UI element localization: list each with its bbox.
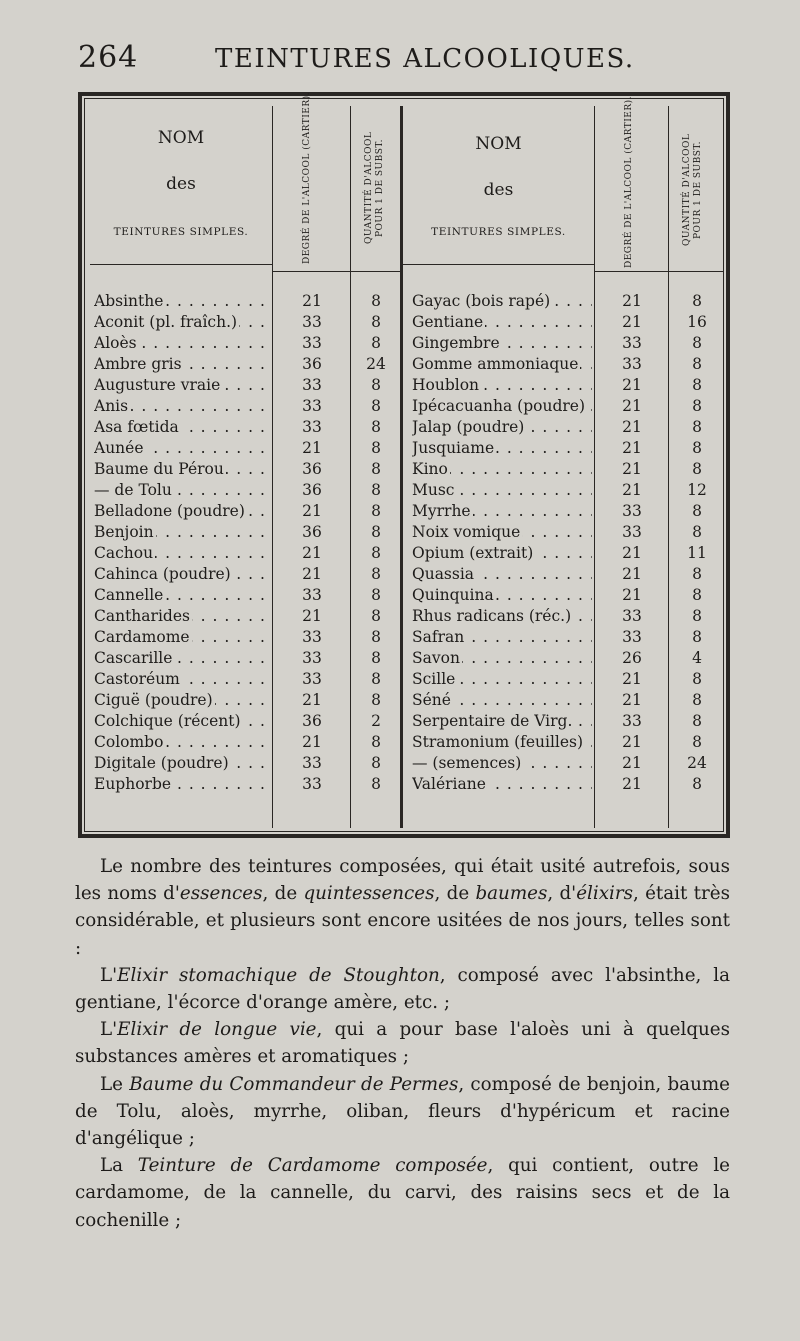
alcohol-degree: 36 [302, 481, 322, 499]
tincture-name: Colchique (récent) . . . [94, 712, 270, 730]
alcohol-degree: 36 [302, 523, 322, 541]
alcohol-quantity: 8 [692, 439, 702, 457]
tincture-name: Kino . . . [412, 460, 592, 478]
tincture-name: Safran . . . [412, 628, 592, 646]
alcohol-degree: 33 [302, 670, 322, 688]
right-header-sub: TEINTURES SIMPLES. [431, 226, 566, 238]
tincture-name: Colombo . . . [94, 733, 270, 751]
alcohol-quantity: 8 [371, 418, 381, 436]
alcohol-quantity: 8 [371, 502, 381, 520]
alcohol-degree: 21 [622, 733, 642, 751]
paragraph-2: L'Elixir stomachique de Stoughton, composé avec l'absinthe, la gentiane, l'écorce d'orange amère, etc. ; [75, 964, 730, 1014]
alcohol-quantity: 8 [371, 460, 381, 478]
alcohol-quantity: 8 [692, 565, 702, 583]
alcohol-degree: 21 [622, 313, 642, 331]
alcohol-quantity: 8 [692, 628, 702, 646]
alcohol-degree: 33 [302, 397, 322, 415]
tincture-name: Baume du Pérou . . . [94, 460, 270, 478]
tincture-name: Quinquina . . . [412, 586, 592, 604]
alcohol-quantity: 8 [692, 670, 702, 688]
tincture-name: Gingembre . . . [412, 334, 592, 352]
tincture-name: Scille . . . [412, 670, 592, 688]
paragraph-5: La Teinture de Cardamome composée, qui contient, outre le cardamome, de la cannelle, du carvi, des raisins secs et de la cochenille ; [75, 1155, 730, 1231]
tincture-name: Euphorbe . . . [94, 775, 270, 793]
tincture-name: Stramonium (feuilles) . . . [412, 733, 592, 751]
left-header-des: des [166, 174, 196, 194]
tincture-name: Belladone (poudre) . . . [94, 502, 270, 520]
alcohol-degree: 21 [302, 544, 322, 562]
alcohol-quantity: 8 [692, 376, 702, 394]
tincture-name: Ipécacuanha (poudre) . . . [412, 397, 592, 415]
alcohol-degree: 21 [302, 439, 322, 457]
tincture-name: Cannelle . . . [94, 586, 270, 604]
right-header-nom: NOM [475, 134, 522, 154]
alcohol-degree: 33 [302, 586, 322, 604]
alcohol-quantity: 8 [371, 607, 381, 625]
alcohol-quantity: 11 [687, 544, 707, 562]
alcohol-degree: 21 [622, 565, 642, 583]
alcohol-degree: 21 [622, 544, 642, 562]
tincture-name: Cantharides . . . [94, 607, 270, 625]
tincture-name: Jalap (poudre) . . . [412, 418, 592, 436]
paragraph-3: L'Elixir de longue vie, qui a pour base l'aloès uni à quelques substances amères et aromatiques ; [75, 1019, 731, 1068]
alcohol-degree: 33 [302, 649, 322, 667]
alcohol-degree: 21 [622, 397, 642, 415]
alcohol-degree: 33 [622, 712, 642, 730]
alcohol-quantity: 8 [371, 649, 381, 667]
alcohol-quantity: 8 [371, 376, 381, 394]
tincture-name: Benjoin . . . [94, 523, 270, 541]
tincture-name: Quassia . . . [412, 565, 592, 583]
alcohol-quantity: 8 [371, 481, 381, 499]
tincture-name: Ciguë (poudre) . . . [94, 691, 270, 709]
alcohol-quantity: 8 [692, 712, 702, 730]
alcohol-degree: 33 [622, 523, 642, 541]
tincture-name: Serpentaire de Virg. . . . [412, 712, 592, 730]
alcohol-degree: 33 [302, 754, 322, 772]
tincture-name: Gayac (bois rapé) . . . [412, 292, 592, 310]
tincture-name: Jusquiame . . . [412, 439, 592, 457]
tincture-name: Castoréum . . . [94, 670, 270, 688]
alcohol-quantity: 8 [371, 628, 381, 646]
alcohol-quantity: 8 [692, 418, 702, 436]
alcohol-quantity: 8 [692, 355, 702, 373]
alcohol-degree: 33 [302, 418, 322, 436]
alcohol-quantity: 8 [371, 439, 381, 457]
alcohol-degree: 33 [622, 355, 642, 373]
alcohol-quantity: 8 [371, 586, 381, 604]
alcohol-quantity: 24 [366, 355, 386, 373]
alcohol-degree: 21 [302, 565, 322, 583]
right-header-des: des [483, 180, 514, 200]
running-head: TEINTURES ALCOOLIQUES. [215, 44, 635, 74]
alcohol-quantity: 8 [692, 733, 702, 751]
alcohol-quantity: 8 [371, 775, 381, 793]
alcohol-degree: 21 [302, 607, 322, 625]
alcohol-degree: 33 [302, 775, 322, 793]
tincture-name: Aconit (pl. fraîch.) . . . [94, 313, 270, 331]
tincture-name: Cachou . . . [94, 544, 270, 562]
alcohol-quantity: 8 [692, 523, 702, 541]
alcohol-degree: 21 [302, 691, 322, 709]
alcohol-quantity: 2 [371, 712, 381, 730]
alcohol-quantity: 8 [371, 397, 381, 415]
tincture-name: Asa fœtida . . . [94, 418, 270, 436]
alcohol-quantity: 8 [371, 670, 381, 688]
tincture-name: Savon . . . [412, 649, 592, 667]
alcohol-degree: 33 [622, 607, 642, 625]
tinctures-table [78, 92, 730, 838]
tincture-name: Cardamome . . . [94, 628, 270, 646]
alcohol-degree: 36 [302, 355, 322, 373]
alcohol-degree: 21 [622, 754, 642, 772]
tincture-name: Gentiane . . . [412, 313, 592, 331]
left-header-qty: QUANTITÉ D'ALCOOL POUR 1 DE SUBST. [364, 131, 385, 245]
alcohol-quantity: 8 [371, 292, 381, 310]
alcohol-degree: 21 [622, 460, 642, 478]
alcohol-quantity: 4 [692, 649, 702, 667]
alcohol-degree: 33 [302, 628, 322, 646]
alcohol-quantity: 8 [692, 334, 702, 352]
alcohol-degree: 21 [302, 292, 322, 310]
alcohol-quantity: 8 [371, 334, 381, 352]
tincture-name: Valériane . . . [412, 775, 592, 793]
alcohol-degree: 21 [622, 775, 642, 793]
alcohol-degree: 21 [622, 691, 642, 709]
alcohol-quantity: 12 [687, 481, 707, 499]
tincture-name: Absinthe . . . [94, 292, 270, 310]
tincture-name: Cascarille . . . [94, 649, 270, 667]
alcohol-quantity: 8 [371, 565, 381, 583]
alcohol-quantity: 8 [692, 460, 702, 478]
tincture-name: Augusture vraie . . . [94, 376, 270, 394]
tincture-name: — de Tolu . . . [94, 481, 270, 499]
alcohol-quantity: 8 [692, 397, 702, 415]
tincture-name: Digitale (poudre) . . . [94, 754, 270, 772]
tincture-name: Opium (extrait) . . . [412, 544, 592, 562]
tincture-name: Anis . . . [94, 397, 270, 415]
tincture-name: Cahinca (poudre) . . . [94, 565, 270, 583]
alcohol-quantity: 24 [687, 754, 707, 772]
page-number: 264 [78, 40, 139, 75]
alcohol-degree: 21 [302, 733, 322, 751]
alcohol-degree: 21 [622, 292, 642, 310]
right-header-qty: QUANTITÉ D'ALCOOL POUR 1 DE SUBST. [682, 133, 703, 247]
alcohol-quantity: 8 [692, 691, 702, 709]
right-header-degree: DEGRÉ DE L'ALCOOL (CARTIER). [624, 95, 634, 268]
alcohol-degree: 33 [302, 313, 322, 331]
alcohol-quantity: 8 [692, 292, 702, 310]
alcohol-quantity: 8 [371, 313, 381, 331]
alcohol-quantity: 8 [371, 523, 381, 541]
left-header-sub: TEINTURES SIMPLES. [113, 226, 249, 238]
tincture-name: Noix vomique . . . [412, 523, 592, 541]
alcohol-degree: 33 [622, 628, 642, 646]
alcohol-quantity: 8 [371, 691, 381, 709]
paragraph-4: Le Baume du Commandeur de Permes, composé de benjoin, baume de Tolu, aloès, myrrhe, oliban, fleurs d'hypéricum et racine d'angélique ; [75, 1073, 730, 1150]
alcohol-degree: 33 [302, 334, 322, 352]
left-header-degree: DEGRÉ DE L'ALCOOL (CARTIER). [302, 91, 312, 264]
alcohol-degree: 26 [622, 649, 642, 667]
alcohol-degree: 21 [622, 439, 642, 457]
alcohol-quantity: 8 [692, 502, 702, 520]
alcohol-degree: 33 [302, 376, 322, 394]
alcohol-degree: 21 [622, 481, 642, 499]
alcohol-quantity: 8 [371, 544, 381, 562]
body-text [75, 853, 730, 1234]
alcohol-degree: 21 [622, 418, 642, 436]
alcohol-quantity: 16 [687, 313, 707, 331]
alcohol-quantity: 8 [692, 607, 702, 625]
tincture-name: Gomme ammoniaque . . . [412, 355, 592, 373]
alcohol-quantity: 8 [692, 775, 702, 793]
tincture-name: Aloès . . . [94, 334, 270, 352]
alcohol-degree: 21 [622, 586, 642, 604]
alcohol-degree: 36 [302, 460, 322, 478]
paragraph-1: Le nombre des teintures composées, qui était usité autrefois, sous les noms d'essences, de quintessences, de baumes, d'élixirs, était très considérable, et plusieurs sont encore usitées de nos jours, telles sont : [75, 856, 730, 959]
alcohol-degree: 21 [302, 502, 322, 520]
tincture-name: Musc . . . [412, 481, 592, 499]
left-header-nom: NOM [157, 128, 205, 148]
tincture-name: — (semences) . . . [412, 754, 592, 772]
alcohol-quantity: 8 [692, 586, 702, 604]
alcohol-degree: 21 [622, 376, 642, 394]
tincture-name: Séné . . . [412, 691, 592, 709]
tincture-name: Rhus radicans (réc.) . . . [412, 607, 592, 625]
tincture-name: Houblon . . . [412, 376, 592, 394]
alcohol-quantity: 8 [371, 754, 381, 772]
alcohol-degree: 33 [622, 334, 642, 352]
alcohol-degree: 33 [622, 502, 642, 520]
alcohol-quantity: 8 [371, 733, 381, 751]
tincture-name: Ambre gris . . . [94, 355, 270, 373]
tincture-name: Myrrhe . . . [412, 502, 592, 520]
alcohol-degree: 21 [622, 670, 642, 688]
alcohol-degree: 36 [302, 712, 322, 730]
tincture-name: Aunée . . . [94, 439, 270, 457]
